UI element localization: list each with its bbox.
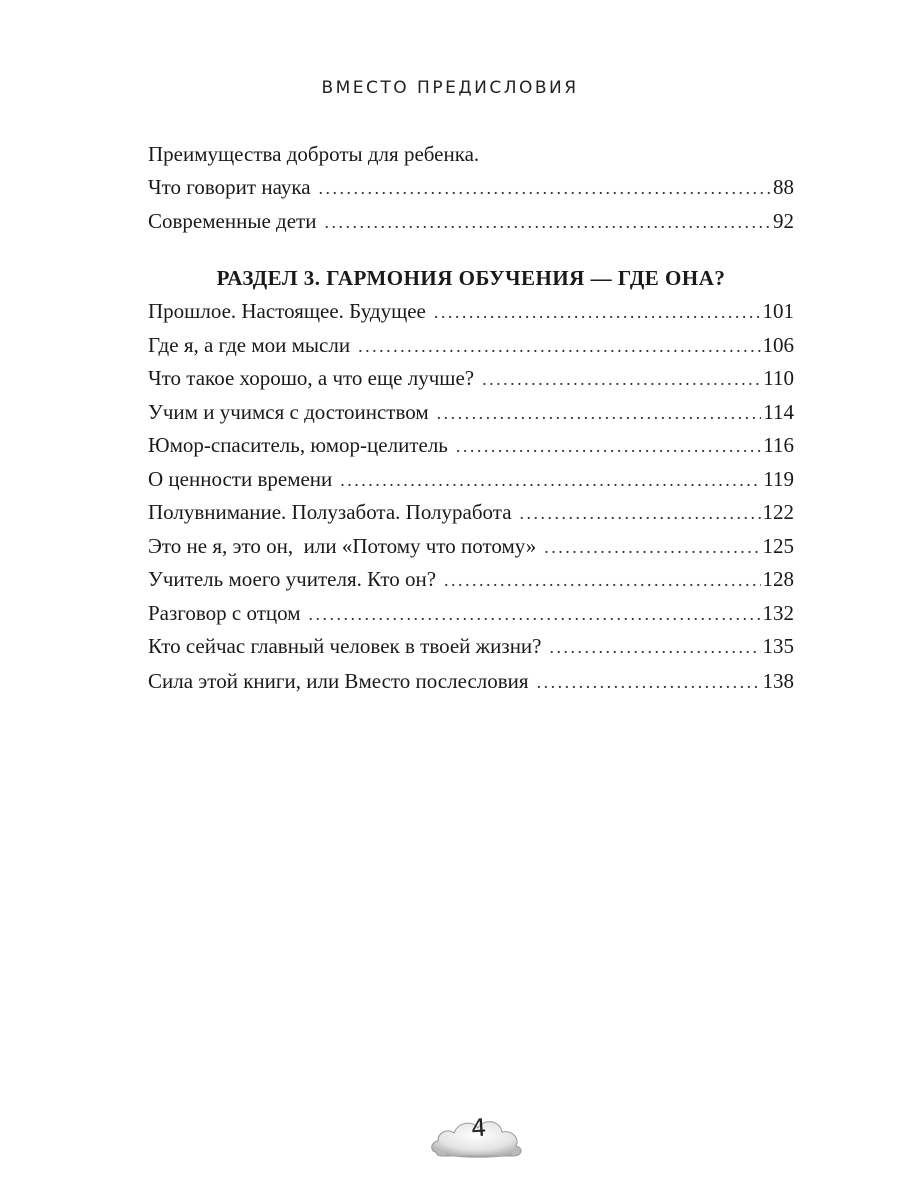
dot-leader [550,631,761,664]
dot-leader [358,330,760,363]
page-number: 4 [470,1113,488,1143]
toc-entry[interactable] [148,597,794,631]
toc-entry[interactable] [148,665,794,699]
dot-leader [520,497,761,530]
toc-entry[interactable] [148,329,794,363]
toc-entry[interactable] [148,463,794,497]
toc-entry-page: 138 [762,669,794,693]
dot-leader [324,206,771,239]
running-header: ВМЕСТО ПРЕДИСЛОВИЯ [321,78,579,98]
dot-leader [319,172,771,205]
toc-entry-title: Что такое хорошо, а что еще лучше? [148,366,475,390]
toc-entry-page: 125 [762,533,794,558]
toc-entry-title: Юмор-спаситель, юмор-целитель [148,433,448,457]
toc-entry[interactable] [148,362,794,396]
toc-section-3 [148,262,794,664]
toc-entry-title: Разговор с отцом [148,600,301,625]
toc-entry-page: 116 [763,433,794,457]
toc-entry-page: 135 [762,634,794,658]
toc-entry-title: Что говорит наука [148,175,311,199]
dot-leader [434,296,761,329]
dot-leader [340,464,761,497]
toc-entry-page: 114 [763,399,794,424]
toc-entry-title: Прошлое. Настоящее. Будущее [148,299,426,323]
toc-entry-title: Учим и учимся с достоинством [148,399,429,424]
toc-entry-title: Кто сейчас главный человек в твоей жизни? [148,634,542,658]
toc-entry-page: 119 [763,466,794,491]
dot-leader [482,363,761,396]
toc-entry[interactable] [148,205,794,239]
toc-entry-title: Современные дети [148,208,317,233]
toc-entry-title: Это не я, это он, или «Потому что потому» [148,533,537,558]
toc-entry[interactable] [148,563,794,597]
dot-leader [537,666,761,699]
toc-entry[interactable] [148,396,794,430]
toc-entry[interactable] [148,630,794,664]
toc-entry-page: 128 [762,567,794,591]
toc-entry-page: 101 [762,299,794,323]
toc-entry[interactable] [148,295,794,329]
dot-leader [437,397,762,430]
toc-subheading: Преимущества доброты для ребенка. [148,142,480,166]
toc-entry-page: 132 [762,600,794,625]
dot-leader [456,430,761,463]
dot-leader [309,598,761,631]
toc-entry-title: Учитель моего учителя. Кто он? [148,567,437,591]
toc-entry-page: 122 [762,500,794,524]
toc-entry-title: Где я, а где мои мысли [148,332,351,357]
toc-entry[interactable] [148,530,794,564]
toc-entry[interactable] [148,496,794,530]
toc-entry-title: Полувнимание. Полузабота. Полуработа [148,500,512,524]
dot-leader [544,531,760,564]
toc-entry-title: О ценности времени [148,466,333,491]
toc-entry-page: 106 [762,332,794,357]
toc-group-benefits [148,138,794,238]
section-heading: РАЗДЕЛ 3. ГАРМОНИЯ ОБУЧЕНИЯ — ГДЕ ОНА? [216,266,726,290]
toc-entry-page: 110 [763,366,794,390]
toc-entry[interactable] [148,429,794,463]
toc-afterword [148,665,794,699]
dot-leader [444,564,760,597]
toc-entry-title: Сила этой книги, или Вместо послесловия [148,669,529,693]
toc-entry[interactable] [148,171,794,205]
toc-entry-page: 92 [773,208,794,233]
toc-entry-page: 88 [773,175,794,199]
page-number-cloud [428,1106,528,1166]
